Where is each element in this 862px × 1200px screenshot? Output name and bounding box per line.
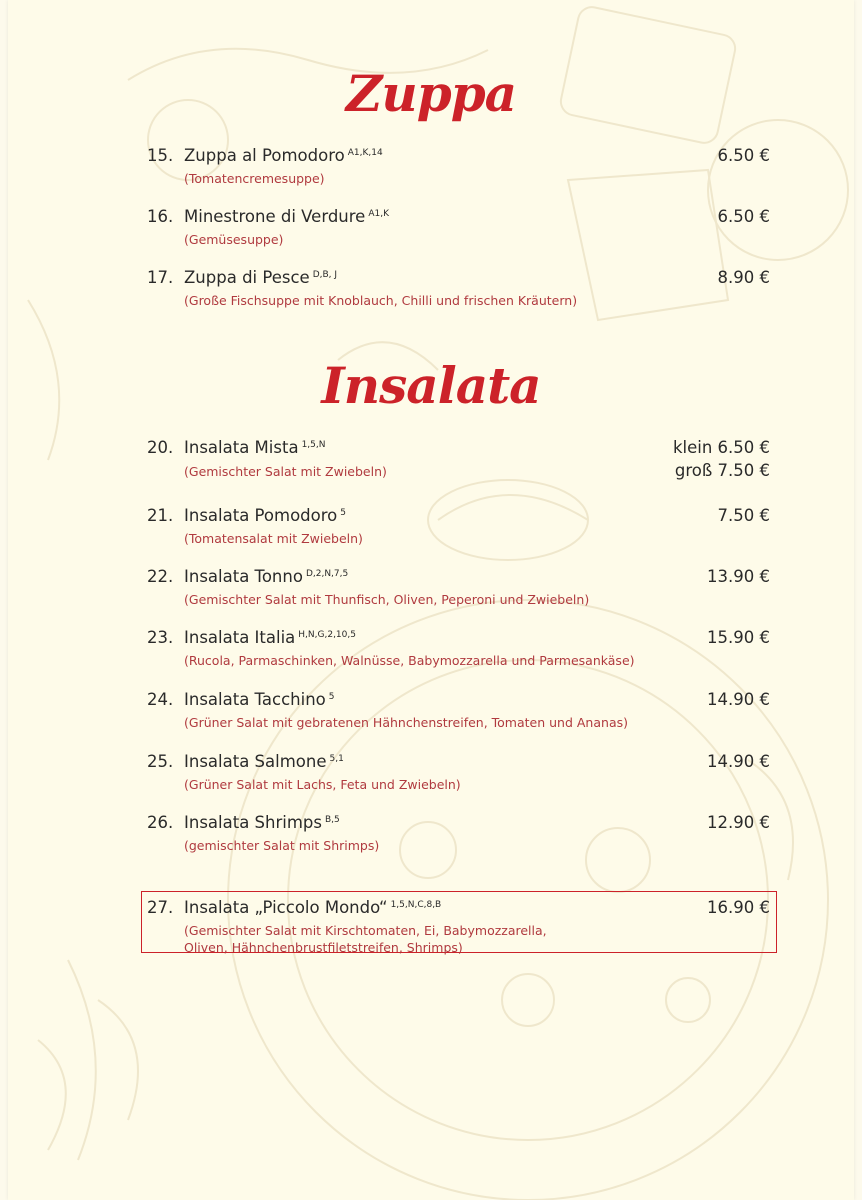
item-allergens: 5 <box>340 507 346 518</box>
item-name: Zuppa di Pesce $^{D,B, J}$ <box>184 268 338 287</box>
menu-item <box>147 567 770 608</box>
item-price: 16.90 € <box>707 898 770 917</box>
item-number: 21. <box>147 506 174 525</box>
item-description-line-1: (Gemischter Salat mit Kirschtomaten, Ei, Babymozzarella, <box>184 923 547 938</box>
section-title-insalata: Insalata <box>321 356 541 415</box>
item-allergens: 1,5,N <box>301 439 326 450</box>
menu-item <box>147 268 770 309</box>
item-number: 26. <box>147 813 174 832</box>
item-name: Insalata Mista $^{1,5,N}$ <box>184 438 326 457</box>
item-number: 22. <box>147 567 174 586</box>
item-price: 8.90 € <box>717 268 770 287</box>
featured-menu-item <box>147 898 770 956</box>
item-number: 17. <box>147 268 174 287</box>
item-price: 13.90 € <box>707 567 770 586</box>
item-allergens: A1,K,14 <box>347 147 383 158</box>
item-number: 25. <box>147 752 174 771</box>
item-description: (Gemüsesuppe) <box>184 232 284 247</box>
menu-item <box>147 690 770 731</box>
item-allergens: D,2,N,7,5 <box>305 568 349 579</box>
item-description: (Tomatensalat mit Zwiebeln) <box>184 531 363 546</box>
item-description: (Grüner Salat mit Lachs, Feta und Zwiebeln) <box>184 777 461 792</box>
item-number: 15. <box>147 146 174 165</box>
menu-item <box>147 146 770 187</box>
item-name: Zuppa al Pomodoro $^{A1,K,14}$ <box>184 146 383 165</box>
item-price: 14.90 € <box>707 690 770 709</box>
item-name: Insalata „Piccolo Mondo“ $^{1,5,N,C,8,B}$ <box>184 898 442 917</box>
menu-item <box>147 752 770 793</box>
item-price-large: groß 7.50 € <box>674 461 770 480</box>
menu-page <box>8 0 854 1200</box>
item-name: Minestrone di Verdure $^{A1,K}$ <box>184 207 389 226</box>
item-description: (Gemischter Salat mit Thunfisch, Oliven, Peperoni und Zwiebeln) <box>184 592 590 607</box>
item-number: 23. <box>147 628 174 647</box>
item-name: Insalata Tacchino $^5$ <box>184 690 335 709</box>
item-number: 27. <box>147 898 174 917</box>
item-number: 20. <box>147 438 174 457</box>
item-price: 15.90 € <box>707 628 770 647</box>
item-name: Insalata Italia $^{H,N,G,2,10,5}$ <box>184 628 356 647</box>
menu-item <box>147 438 770 480</box>
item-name: Insalata Shrimps $^{B,5}$ <box>184 813 340 832</box>
item-description: (Gemischter Salat mit Zwiebeln) <box>184 464 387 479</box>
item-price: 12.90 € <box>707 813 770 832</box>
item-description: (gemischter Salat mit Shrimps) <box>184 838 380 853</box>
menu-item <box>147 506 770 547</box>
item-allergens: 5 <box>328 691 335 702</box>
menu-item <box>147 813 770 854</box>
item-price: 6.50 € <box>717 207 770 226</box>
item-allergens: H,N,G,2,10,5 <box>298 629 356 640</box>
item-price: 6.50 € <box>717 146 770 165</box>
item-name: Insalata Tonno $^{D,2,N,7,5}$ <box>184 567 349 586</box>
item-description: (Große Fischsuppe mit Knoblauch, Chilli und frischen Kräutern) <box>184 293 578 308</box>
item-allergens: 5,1 <box>329 753 344 764</box>
menu-item <box>147 628 770 669</box>
item-price: 14.90 € <box>707 752 770 771</box>
item-allergens: 1,5,N,C,8,B <box>390 899 442 910</box>
item-price-small: klein 6.50 € <box>672 438 770 457</box>
section-title-zuppa: Zuppa <box>345 64 517 123</box>
item-allergens: D,B, J <box>312 269 338 280</box>
item-allergens: B,5 <box>325 814 340 825</box>
item-number: 16. <box>147 207 174 226</box>
item-description: (Grüner Salat mit gebratenen Hähnchenstreifen, Tomaten und Ananas) <box>184 715 628 730</box>
item-description: (Tomatencremesuppe) <box>184 171 325 186</box>
item-description-line-2: Oliven, Hähnchenbrustfiletstreifen, Shrimps) <box>184 940 463 955</box>
item-allergens: A1,K <box>368 208 389 219</box>
menu-item <box>147 207 770 248</box>
item-description: (Rucola, Parmaschinken, Walnüsse, Babymozzarella und Parmesankäse) <box>184 653 635 668</box>
item-number: 24. <box>147 690 174 709</box>
item-price: 7.50 € <box>717 506 770 525</box>
item-name: Insalata Salmone $^{5,1}$ <box>184 752 344 771</box>
item-name: Insalata Pomodoro $^5$ <box>184 506 346 525</box>
